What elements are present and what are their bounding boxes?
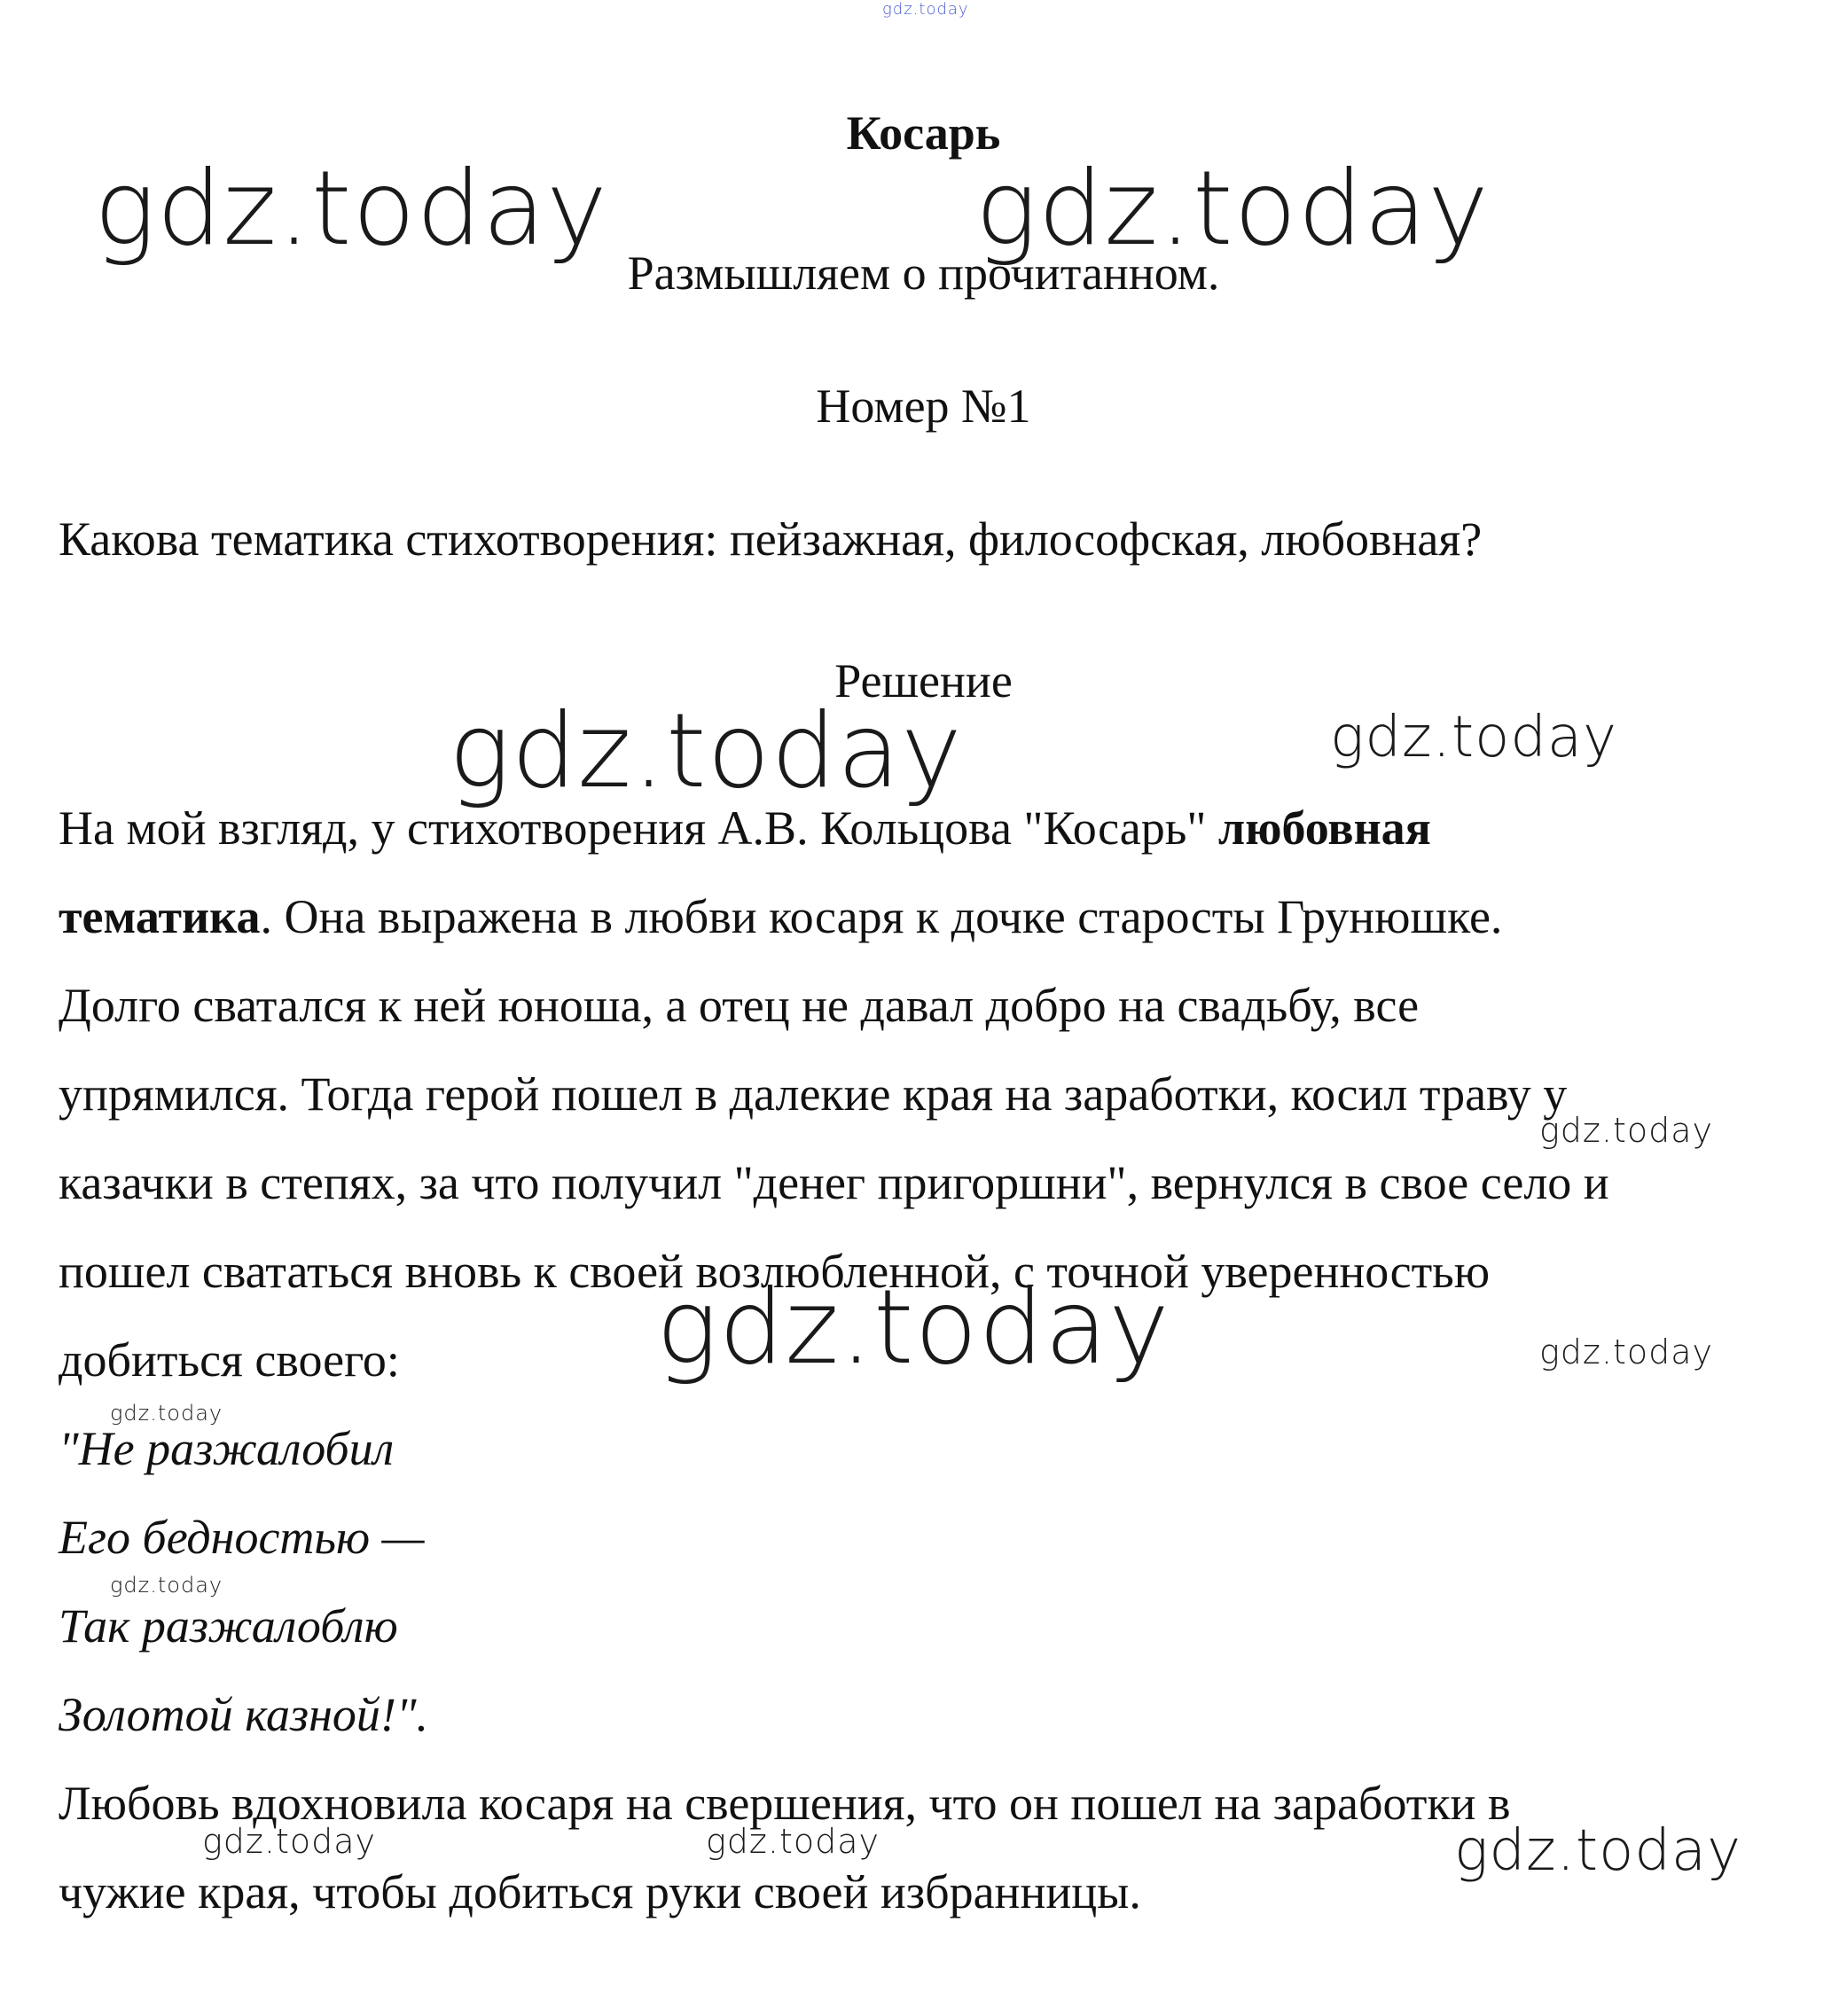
poem-line: Его бедностью —	[59, 1511, 425, 1564]
answer-line: Любовь вдохновила косаря на свершения, что он пошел на заработки в	[59, 1777, 1511, 1830]
watermark: gdz.today	[110, 1401, 223, 1426]
watermark: gdz.today	[202, 1822, 376, 1861]
watermark: gdz.today	[975, 149, 1490, 269]
answer-line: Долго сватался к ней юноша, а отец не давал добро на свадьбу, все	[59, 979, 1420, 1032]
watermark: gdz.today	[882, 0, 969, 19]
watermark: gdz.today	[1454, 1818, 1741, 1884]
watermark: gdz.today	[1330, 705, 1617, 770]
watermark: gdz.today	[656, 1268, 1170, 1387]
watermark: gdz.today	[449, 692, 963, 811]
section-subtitle: Размышляем о прочитанном.	[627, 246, 1220, 300]
answer-line: тематика. Она выражена в любви косаря к дочке старосты Грунюшке.	[59, 890, 1503, 943]
watermark: gdz.today	[110, 1573, 223, 1598]
poem-line: Так разжалоблю	[59, 1599, 398, 1653]
watermark: gdz.today	[1539, 1332, 1713, 1371]
answer-line: чужие края, чтобы добиться руки своей избранницы.	[59, 1865, 1141, 1918]
poem-line: Золотой казной!".	[59, 1688, 429, 1741]
task-question: Какова тематика стихотворения: пейзажная, философская, любовная?	[59, 512, 1483, 566]
answer-line: пошел свататься вновь к своей возлюбленной, с точной уверенностью	[59, 1245, 1491, 1298]
answer-line: казачки в степях, за что получил "денег пригоршни", вернулся в свое село и	[59, 1156, 1609, 1209]
watermark: gdz.today	[94, 149, 608, 269]
poem-line: "Не разжалобил	[59, 1422, 395, 1475]
answer-line: добиться своего:	[59, 1333, 400, 1387]
answer-line: На мой взгляд, у стихотворения А.В. Кольцова "Косарь" любовная	[59, 801, 1431, 855]
watermark: gdz.today	[1539, 1111, 1713, 1150]
solution-label: Решение	[834, 654, 1013, 707]
answer-line: упрямился. Тогда герой пошел в далекие края на заработки, косил траву у	[59, 1067, 1568, 1121]
page-title: Косарь	[846, 106, 1001, 160]
task-number: Номер №1	[816, 379, 1031, 433]
watermark: gdz.today	[706, 1822, 880, 1861]
